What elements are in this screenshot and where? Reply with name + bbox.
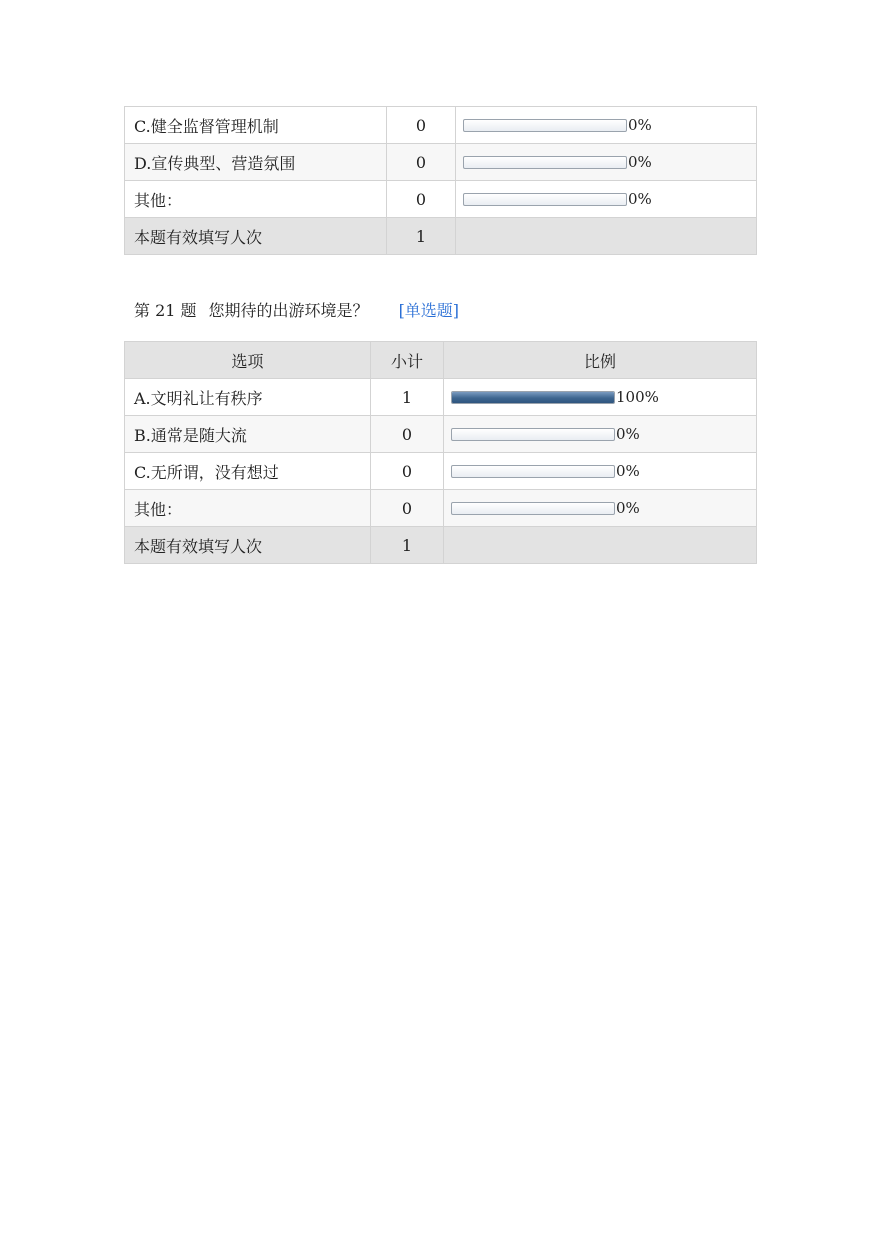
option-label: C.健全监督管理机制 xyxy=(125,107,387,144)
total-empty-cell xyxy=(456,218,757,255)
option-label: D.宣传典型、营造氛围 xyxy=(125,144,387,181)
ratio-cell xyxy=(463,153,756,171)
header-option: 选项 xyxy=(125,342,371,379)
total-label: 本题有效填写人次 xyxy=(125,527,371,564)
percent-label: 0% xyxy=(628,153,652,171)
option-label: B.通常是随大流 xyxy=(125,416,371,453)
table-row xyxy=(125,144,757,181)
total-count: 1 xyxy=(371,527,444,564)
option-count: 0 xyxy=(371,490,444,527)
percent-label: 0% xyxy=(616,462,640,480)
table-row xyxy=(125,181,757,218)
percent-label: 0% xyxy=(628,116,652,134)
question-21-stats-table xyxy=(124,341,757,564)
question-type-link[interactable]: [单选题] xyxy=(398,301,460,320)
table-header-row xyxy=(125,342,757,379)
percent-label: 0% xyxy=(616,499,640,517)
table-row xyxy=(125,107,757,144)
option-count: 0 xyxy=(387,107,456,144)
total-row xyxy=(125,218,757,255)
question-20-stats-table xyxy=(124,106,757,255)
table-row xyxy=(125,490,757,527)
percent-label: 0% xyxy=(616,425,640,443)
table-row xyxy=(125,453,757,490)
progress-bar xyxy=(463,193,627,206)
option-label: A.文明礼让有秩序 xyxy=(125,379,371,416)
option-count: 0 xyxy=(387,181,456,218)
total-label: 本题有效填写人次 xyxy=(125,218,387,255)
progress-bar-fill xyxy=(452,392,614,403)
ratio-cell xyxy=(451,425,756,443)
ratio-cell xyxy=(451,499,756,517)
question-21-title xyxy=(134,298,459,321)
option-count: 0 xyxy=(387,144,456,181)
ratio-cell xyxy=(463,116,756,134)
option-count: 0 xyxy=(371,416,444,453)
ratio-cell xyxy=(463,190,756,208)
option-label: 其他： xyxy=(125,181,387,218)
header-ratio: 比例 xyxy=(444,342,757,379)
progress-bar xyxy=(463,156,627,169)
total-count: 1 xyxy=(387,218,456,255)
progress-bar xyxy=(463,119,627,132)
progress-bar xyxy=(451,428,615,441)
percent-label: 100% xyxy=(616,388,659,406)
ratio-cell xyxy=(451,462,756,480)
total-empty-cell xyxy=(444,527,757,564)
option-label: 其他： xyxy=(125,490,371,527)
progress-bar xyxy=(451,391,615,404)
header-count: 小计 xyxy=(371,342,444,379)
total-row xyxy=(125,527,757,564)
option-count: 1 xyxy=(371,379,444,416)
table-row xyxy=(125,379,757,416)
table-row xyxy=(125,416,757,453)
question-text: 您期待的出游环境是？ xyxy=(208,301,369,320)
ratio-cell xyxy=(451,388,756,406)
option-count: 0 xyxy=(371,453,444,490)
question-number: 第 21 题 xyxy=(134,301,197,320)
progress-bar xyxy=(451,502,615,515)
progress-bar xyxy=(451,465,615,478)
option-label: C.无所谓，没有想过 xyxy=(125,453,371,490)
percent-label: 0% xyxy=(628,190,652,208)
